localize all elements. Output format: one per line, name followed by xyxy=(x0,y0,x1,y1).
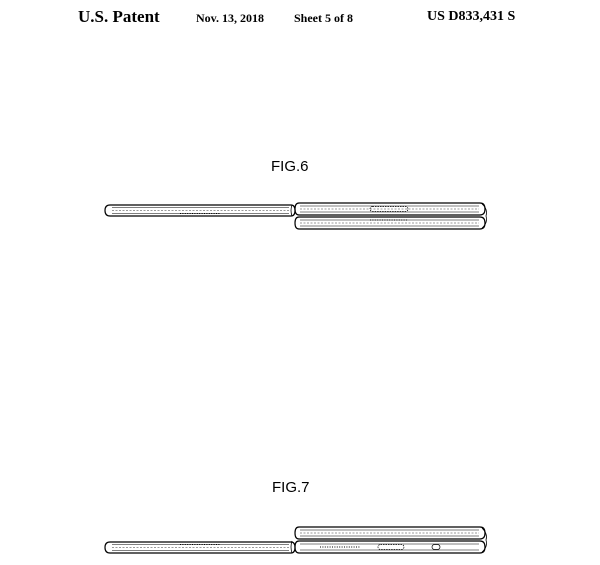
fig6-label: FIG.6 xyxy=(271,158,309,175)
fig6-lower-right xyxy=(295,217,485,229)
fig6-upper-right xyxy=(295,203,485,215)
fig7-drawing xyxy=(0,518,600,565)
patent-date: Nov. 13, 2018 xyxy=(196,11,265,25)
fig7-lower-right xyxy=(295,541,485,553)
patent-header-label: U.S. Patent xyxy=(78,7,160,26)
fig7-upper-right xyxy=(295,527,485,539)
fig7-label: FIG.7 xyxy=(272,479,310,496)
fig6-left-arm xyxy=(105,205,295,216)
fig7-left-arm xyxy=(105,542,295,553)
fig6-drawing xyxy=(0,196,600,241)
patent-number: US D833,431 S xyxy=(427,9,516,24)
sheet-number: Sheet 5 of 8 xyxy=(294,11,353,25)
